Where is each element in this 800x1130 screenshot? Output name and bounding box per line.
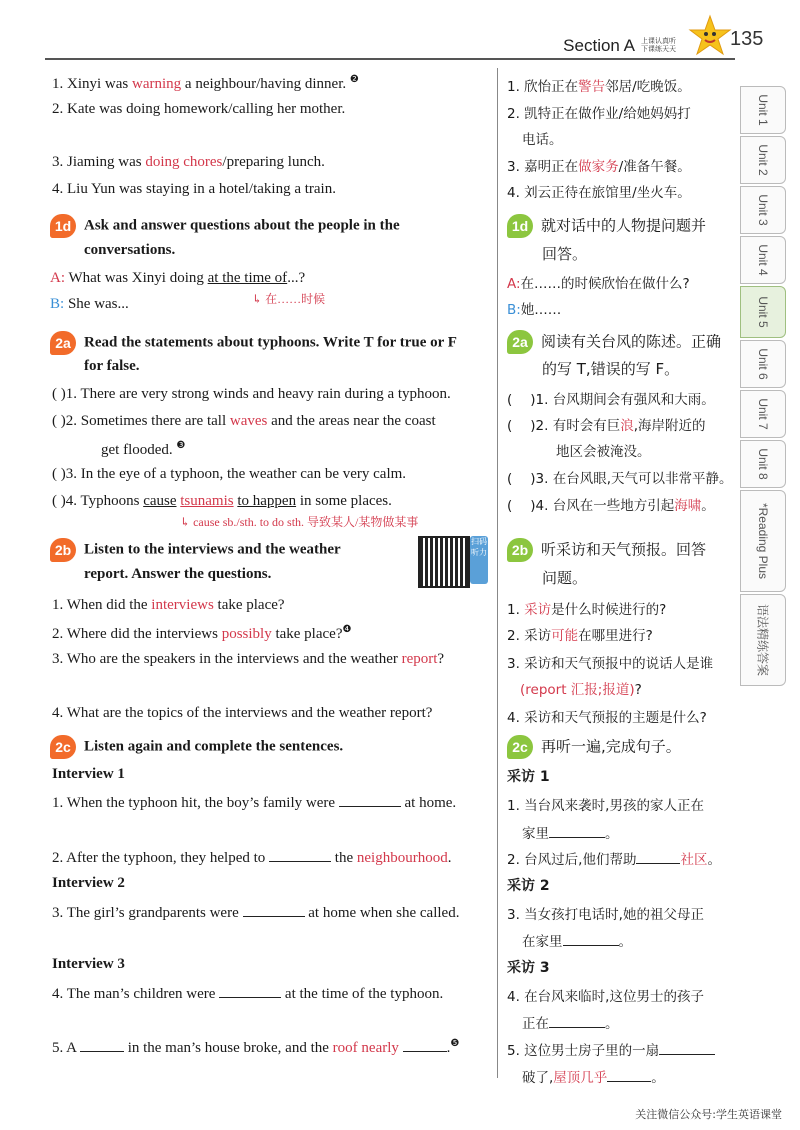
statement-4: ( )4. Typhoons cause tsunamis to happen in some places. [52,493,392,509]
cn-complete-4-cont: 正在 。 [522,1012,619,1032]
cn-heading-1d-cont: 回答。 [542,245,588,263]
cn-blank-3[interactable] [563,931,619,946]
cn-complete-1: 1. 当台风来袭时,男孩的家人正在 [507,798,704,814]
tab-unit-3[interactable]: Unit 3 [740,186,786,234]
tab-unit-6[interactable]: Unit 6 [740,340,786,388]
statement-2-cont: get flooded. $^❸$ [101,440,186,458]
cn-heading-2a-cont: 的写 T,错误的写 F。 [542,360,680,378]
tab-grammar-answers[interactable]: 语法精练答案 [740,594,786,686]
header-slogan: 上课认真听 下课练天天 [641,38,676,53]
tab-unit-1[interactable]: Unit 1 [740,86,786,134]
dialogue-a: A: What was Xinyi doing at the time of...? [50,270,306,286]
cn-heading-1d: 1d 就对话中的人物提问题并 [507,214,706,238]
cn-sentence-4: 4. 刘云正待在旅馆里/坐火车。 [507,185,691,201]
cn-statement-2: ( )2. 有时会有巨浪,海岸附近的 [507,418,706,434]
cn-dialogue-b: B:她…… [507,302,562,318]
cn-heading-2c: 2c 再听一遍,完成句子。 [507,735,681,759]
annotation-cause: ↳ cause sb./sth. to do sth. 导致某人/某物做某事 [180,515,419,529]
cn-complete-2: 2. 台风过后,他们帮助 社区。 [507,848,721,868]
blank-2[interactable] [269,847,331,862]
heading-1d-cont: conversations. [84,242,176,258]
tab-unit-4[interactable]: Unit 4 [740,236,786,284]
section-title: Section A [563,36,635,55]
cn-question-1: 1. 采访是什么时候进行的? [507,602,667,618]
cn-dialogue-a: A:在……的时候欣怡在做什么? [507,276,690,292]
cn-blank-5a[interactable] [659,1040,715,1055]
cn-complete-4: 4. 在台风来临时,这位男士的孩子 [507,989,704,1005]
sentence-3: 3. Jiaming was doing chores/preparing lunch. [52,154,325,170]
cn-sentence-1: 1. 欣怡正在警告邻居/吃晚饭。 [507,79,691,95]
heading-2c: 2c Listen again and complete the sentences. [50,735,343,759]
cn-sentence-2-cont: 电话。 [522,132,563,148]
cn-blank-4[interactable] [549,1013,605,1028]
complete-1: 1. When the typhoon hit, the boy’s family were at home. [52,792,456,812]
cn-interview-2-label: 采访 2 [507,878,550,894]
sentence-1: 1. Xinyi was warning a neighbour/having dinner. $^❷$ [52,74,359,92]
heading-2b-cont: report. Answer the questions. [84,566,272,582]
tab-unit-5[interactable]: Unit 5 [740,286,786,338]
cn-heading-2b: 2b 听采访和天气预报。回答 [507,538,706,562]
dialogue-b: B: She was... [50,296,129,312]
heading-2a: 2a Read the statements about typhoons. Write T for true or F [50,331,457,355]
cn-complete-1-cont: 家里 。 [522,822,619,842]
heading-1d: 1d Ask and answer questions about the people in the [50,214,400,238]
question-4: 4. What are the topics of the interviews and the weather report? [52,705,433,721]
heading-2b: 2b Listen to the interviews and the weather [50,538,341,562]
badge-2c: 2c [50,735,76,759]
cn-interview-3-label: 采访 3 [507,960,550,976]
cn-question-3-cont: (report 汇报;报道)? [520,682,642,698]
cn-complete-3: 3. 当女孩打电话时,她的祖父母正 [507,907,704,923]
blank-4[interactable] [219,983,281,998]
badge-1d: 1d [50,214,76,238]
question-1: 1. When did the interviews take place? [52,597,285,613]
qr-listening-tag: 扫码听力 [470,536,488,584]
question-3: 3. Who are the speakers in the interviews and the weather report? [52,651,445,667]
cn-statement-4: ( )4. 台风在一些地方引起海啸。 [507,498,715,514]
interview-3-label: Interview 3 [52,956,125,972]
cn-complete-5: 5. 这位男士房子里的一扇 [507,1039,715,1059]
complete-4: 4. The man’s children were at the time of the typhoon. [52,983,443,1003]
cn-heading-2b-cont: 问题。 [542,569,588,587]
cn-question-2: 2. 采访可能在哪里进行? [507,628,653,644]
badge-2a: 2a [50,331,76,355]
cn-sentence-2: 2. 凯特正在做作业/给她妈妈打 [507,106,691,122]
question-2: 2. Where did the interviews possibly take place?$^❹$ [52,624,352,642]
blank-3[interactable] [243,902,305,917]
tab-unit-8[interactable]: Unit 8 [740,440,786,488]
blank-1[interactable] [339,792,401,807]
annotation-at-the-time: ↳ 在……时候 [252,292,326,306]
header-divider [45,58,735,60]
badge-2b: 2b [50,538,76,562]
statement-2: ( )2. Sometimes there are tall waves and the areas near the coast [52,413,436,429]
complete-3: 3. The girl’s grandparents were at home when she called. [52,902,459,922]
sentence-2: 2. Kate was doing homework/calling her mother. [52,101,346,117]
cn-statement-3: ( )3. 在台风眼,天气可以非常平静。 [507,471,733,487]
page-number: 135 [730,28,764,50]
blank-5b[interactable] [403,1037,447,1052]
interview-1-label: Interview 1 [52,766,125,782]
complete-2: 2. After the typhoon, they helped to the neighbourhood. [52,847,451,867]
cn-statement-2-cont: 地区会被淹没。 [556,444,651,460]
cn-complete-5-cont: 破了,屋顶几乎 。 [522,1066,665,1086]
cn-blank-5b[interactable] [607,1067,651,1082]
cn-statement-1: ( )1. 台风期间会有强风和大雨。 [507,392,715,408]
column-divider [497,68,498,1078]
cn-sentence-3: 3. 嘉明正在做家务/准备午餐。 [507,159,691,175]
star-mascot-icon [688,14,732,58]
statement-1: ( )1. There are very strong winds and heavy rain during a typhoon. [52,386,451,402]
tab-unit-2[interactable]: Unit 2 [740,136,786,184]
footer-wechat-note: 关注微信公众号:学生英语课堂 [635,1108,782,1121]
complete-5: 5. A in the man’s house broke, and the roof nearly .$^❺$ [52,1038,460,1056]
statement-3: ( )3. In the eye of a typhoon, the weather can be very calm. [52,466,407,482]
blank-5a[interactable] [80,1037,124,1052]
cn-question-3: 3. 采访和天气预报中的说话人是谁 [507,656,714,672]
tab-unit-7[interactable]: Unit 7 [740,390,786,438]
cn-blank-1[interactable] [549,823,605,838]
cn-blank-2[interactable] [636,849,680,864]
tab-reading-plus[interactable]: *Reading Plus [740,490,786,592]
cn-heading-2a: 2a 阅读有关台风的陈述。正确 [507,330,721,354]
qr-code[interactable] [418,536,470,588]
heading-2a-cont: for false. [84,358,140,374]
sentence-4: 4. Liu Yun was staying in a hotel/taking a train. [52,181,336,197]
cn-complete-3-cont: 在家里 。 [522,930,632,950]
interview-2-label: Interview 2 [52,875,125,891]
cn-question-4: 4. 采访和天气预报的主题是什么? [507,710,707,726]
cn-interview-1-label: 采访 1 [507,769,550,785]
